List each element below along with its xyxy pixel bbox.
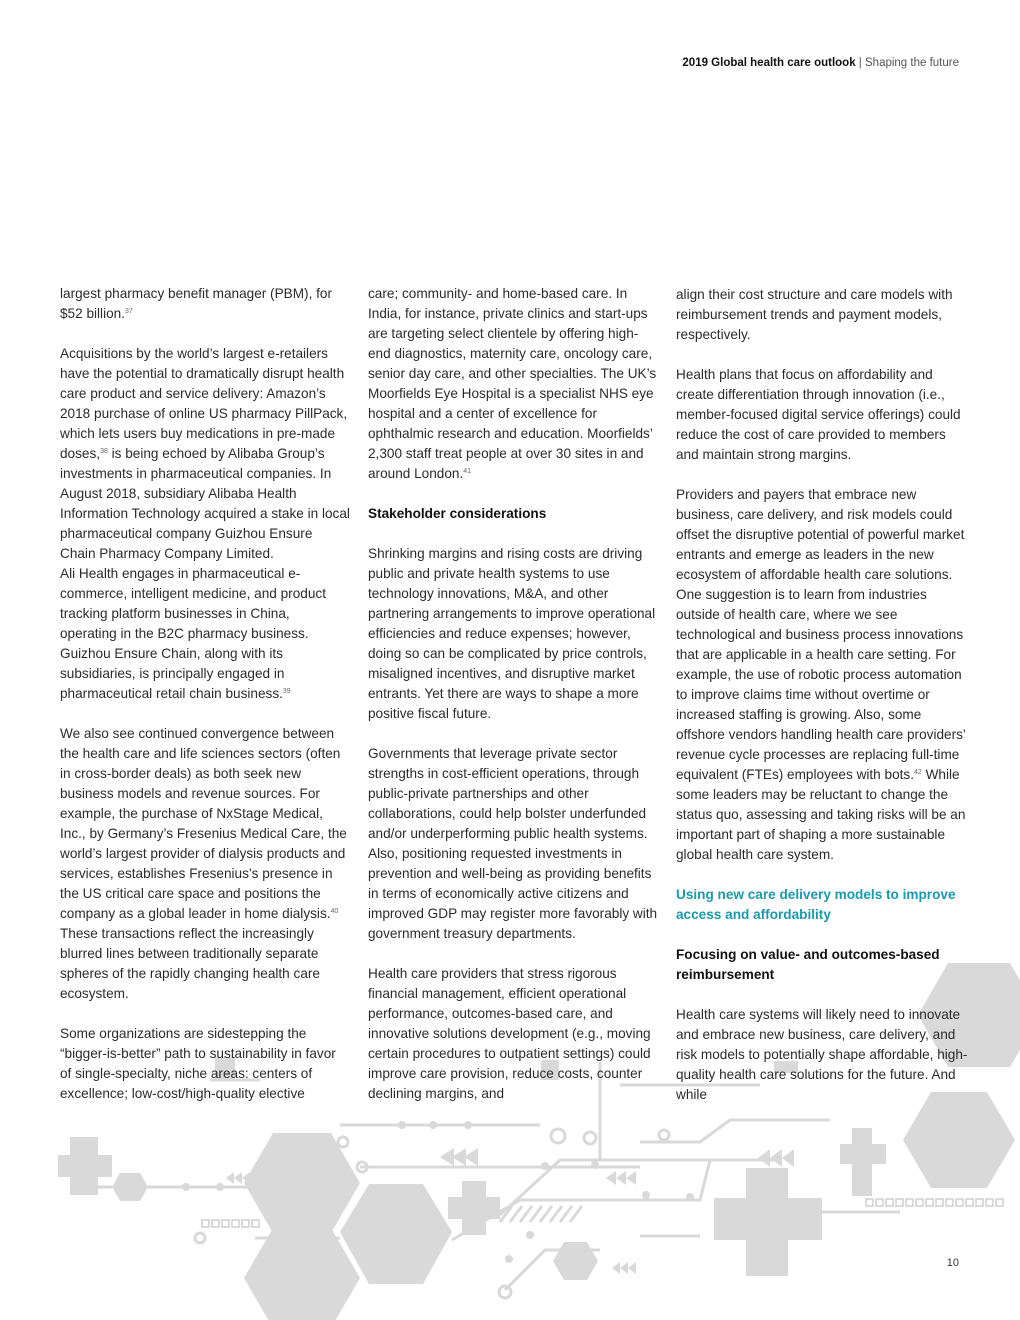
c3-paragraph-3: Providers and payers that embrace new business, care delivery, and risk models could offset the disruptive potential of powerful market entrants and emerge as leaders in the new ecosystem of affordable health care solutions. One suggestion is to learn from industries outside of health care, where we see technological and business process innovations that are applicable in a health care setting. For example, the use of robotic process automation to improve claims time without overtime or increased staffing is growing. Also, some offshore vendors handling health care providers’ revenue cycle processes are replacing full-time equivalent (FTEs) employees with bots.$^{42}$ While some leaders may be reluctant to change the status quo, assessing and taking risks will be an important part of shaping a more sustainable global health care system.: [676, 487, 966, 862]
arrow-shape: [620, 1262, 628, 1274]
dot-chain: [956, 1199, 963, 1206]
arrow-shape: [770, 1149, 782, 1167]
dot-chain: [926, 1199, 933, 1206]
c2-paragraph-4: Health care providers that stress rigorous financial management, efficient operational performance, outcomes-based care, and innovative solutions development (e.g., moving certain procedures to outpatient settings) could improve care provision, reduce costs, counter declining margins, and: [368, 966, 651, 1101]
ring-node: [338, 1137, 348, 1147]
footnote-ref[interactable]: 39: [282, 688, 291, 695]
c1-paragraph-2: Acquisitions by the world’s largest e-retailers have the potential to dramatically disrupt health care product and service delivery: Amazon’s 2018 purchase of online US pharmacy PillPack, which lets users buy medications in pre-made doses,$^{38}$ is being echoed by Alibaba Group’s investments in pharmaceutical companies. In August 2018, subsidiary Alibaba Health Information Technology acquired a stake in local pharmaceutical company Guizhou Ensure Chain Pharmacy Company Limited. Ali Health engages in pharmaceutical e-commerce, intelligent medicine, and product tracking platform businesses in China, operating in the B2C pharmacy business. Guizhou Ensure Chain, along with its subsidiaries, is principally engaged in pharmaceutical retail chain business.$^{39}$: [60, 346, 350, 701]
report-title: 2019 Global health care outlook: [682, 57, 856, 69]
footnote-ref[interactable]: 40: [330, 908, 339, 915]
c1-paragraph-4: Some organizations are sidestepping the “bigger-is-better” path to sustainability in favor of single-specialty, niche areas: centers of excellence; low-cost/high-quality elective: [60, 1026, 336, 1101]
column-3: [676, 285, 968, 1125]
hexagon-shape: [553, 1242, 598, 1280]
hexagon-shape: [244, 1228, 360, 1320]
c3-paragraph-1: align their cost structure and care models with reimbursement trends and payment models, respectively.: [676, 287, 953, 342]
dot-chain: [896, 1199, 903, 1206]
c3-paragraph-2: Health plans that focus on affordability and create differentiation through innovation (i.e., member-focused digital service offerings) could reduce the cost of care provided to members and maintain strong margins.: [676, 367, 961, 462]
arrow-shape: [758, 1149, 770, 1167]
node-dot: [505, 1255, 513, 1263]
arrow-shape: [782, 1149, 794, 1167]
ring-node: [499, 1286, 511, 1298]
dot-chain: [252, 1220, 259, 1227]
arrow-shape: [616, 1171, 626, 1185]
arrow-shape: [606, 1171, 616, 1185]
report-subtitle: Shaping the future: [865, 57, 959, 69]
dot-chain: [986, 1199, 993, 1206]
dot-chain: [996, 1199, 1003, 1206]
footnote-ref[interactable]: 41: [463, 468, 472, 475]
arrow-shape: [612, 1262, 620, 1274]
value-reimbursement-heading: Focusing on value- and outcomes-based reimbursement: [676, 947, 940, 982]
dot-chain: [242, 1220, 249, 1227]
footnote-ref[interactable]: 42: [914, 769, 922, 776]
arrow-shape: [452, 1148, 466, 1166]
section-heading: Using new care delivery models to improve access and affordability: [676, 887, 956, 922]
stakeholder-heading: Stakeholder considerations: [368, 506, 547, 521]
column-1: [60, 284, 350, 1124]
dot-chain: [876, 1199, 883, 1206]
cross-shape: [840, 1128, 886, 1196]
ring-node: [195, 1233, 205, 1243]
dot-chain: [866, 1199, 873, 1206]
dot-chain: [212, 1220, 219, 1227]
c3-paragraph-4: Health care systems will likely need to innovate and embrace new business, care delivery, and risk models to potentially shape affordable, high-quality health care solutions for the future. And while: [676, 1007, 968, 1102]
dot-chain: [946, 1199, 953, 1206]
dot-chain: [906, 1199, 913, 1206]
c2-paragraph-1: care; community- and home-based care. In India, for instance, private clinics and start-ups are targeting select clientele by offering high-end diagnostics, maternity care, oncology care, senior day care, and other specialties. The UK’s Moorfields Eye Hospital is a specialist NHS eye hospital and a center of excellence for ophthalmic research and education. Moorfields’ 2,300 staff treat people at over 30 sites in and around London.$^{41}$: [368, 286, 657, 481]
ring-node: [551, 1129, 565, 1143]
hexagon-shape: [112, 1173, 148, 1201]
hexagon-shape: [340, 1184, 452, 1284]
c2-paragraph-3: Governments that leverage private sector strengths in cost-efficient operations, through public-private partnerships and other collaborations, could help bolster underfunded and/or underperforming public health systems. Also, positioning requested investments in prevention and well-being as providing benefits in terms of economically active citizens and improved GDP may register more favorably with government treasury departments.: [368, 746, 658, 941]
arrow-shape: [226, 1172, 234, 1184]
c2-paragraph-2: Shrinking margins and rising costs are driving public and private health systems to use technology innovations, M&A, and other partnering arrangements to improve operational efficiencies and reduce expenses; however, doing so can be complicated by price controls, misaligned incentives, and disruptive market entrants. Yet there are ways to shape a more positive fiscal future.: [368, 546, 656, 721]
dot-chain: [202, 1220, 209, 1227]
arrow-shape: [628, 1262, 636, 1274]
footnote-ref[interactable]: 37: [125, 308, 133, 315]
arrow-shape: [464, 1148, 478, 1166]
dot-chain: [966, 1199, 973, 1206]
dot-chain: [976, 1199, 983, 1206]
footnote-ref[interactable]: 38: [100, 448, 108, 455]
ring-node: [584, 1132, 596, 1144]
page-number: 10: [946, 1257, 959, 1269]
dot-chain: [916, 1199, 923, 1206]
c1-paragraph-3: We also see continued convergence between the health care and life sciences sectors (often in cross-border deals) as both seek new business models and revenue sources. For example, the purchase of NxStage Medical, Inc., by Germany’s Fresenius Medical Care, the world’s largest provider of dialysis products and services, establishes Fresenius’s presence in the US critical care space and positions the company as a global leader in home dialysis.$^{40}$ These transactions reflect the increasingly blurred lines between traditionally separate spheres of the rapidly changing health care ecosystem.: [60, 726, 347, 1001]
arrow-shape: [440, 1148, 454, 1166]
dot-chain: [222, 1220, 229, 1227]
node-dot: [526, 1231, 534, 1239]
dot-chain: [232, 1220, 239, 1227]
header-separator: |: [855, 57, 865, 69]
dot-chain: [936, 1199, 943, 1206]
arrow-shape: [234, 1172, 242, 1184]
arrow-shape: [626, 1171, 636, 1185]
column-2: [368, 284, 658, 1124]
dot-chain: [886, 1199, 893, 1206]
ring-node: [659, 1130, 669, 1140]
c1-paragraph-1: largest pharmacy benefit manager (PBM), for $52 billion.$^{37}$: [60, 286, 332, 321]
cross-shape: [714, 1168, 822, 1276]
node-dot: [642, 1191, 650, 1199]
